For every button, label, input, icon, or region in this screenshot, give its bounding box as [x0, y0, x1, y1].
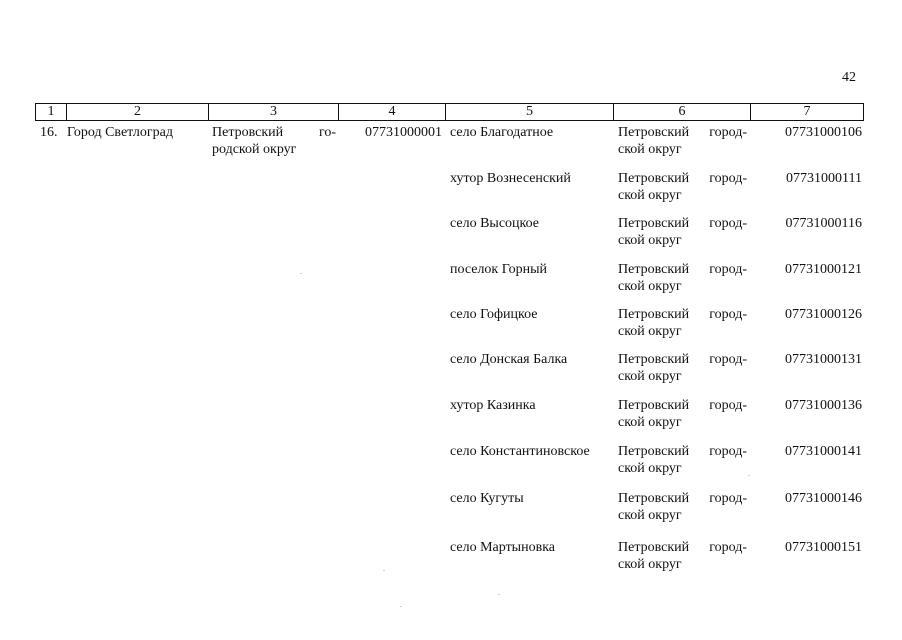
- city-district-part: Петровский: [212, 125, 284, 140]
- district-part: ской округ: [618, 557, 682, 572]
- district-part: город-: [709, 444, 747, 459]
- district-part: Петровский: [618, 540, 690, 555]
- city-name: Город Светлоград: [67, 125, 173, 140]
- header-cell-7: 7: [750, 104, 863, 120]
- settlement-code: 07731000136: [785, 398, 862, 413]
- header-cell-5: 5: [445, 104, 613, 120]
- district-part: Петровский: [618, 398, 690, 413]
- settlement-name: село Константиновское: [450, 444, 590, 459]
- scan-speck: [300, 273, 302, 274]
- city-district: [212, 124, 336, 158]
- district-part: город-: [709, 352, 747, 367]
- row-number: 16.: [40, 125, 58, 140]
- district-part: Петровский: [618, 216, 690, 231]
- settlement-district: [618, 539, 747, 573]
- settlement-district: [618, 170, 747, 204]
- table-header-row: [35, 103, 864, 121]
- city-district-part: родской округ: [212, 142, 297, 157]
- settlement-code: 07731000146: [785, 491, 862, 506]
- settlement-name: хутор Казинка: [450, 398, 536, 413]
- district-part: город-: [709, 125, 747, 140]
- settlement-code: 07731000116: [785, 216, 862, 231]
- district-part: Петровский: [618, 171, 690, 186]
- district-part: Петровский: [618, 125, 690, 140]
- settlement-district: [618, 397, 747, 431]
- scan-speck: [498, 594, 500, 595]
- settlement-code: 07731000131: [785, 352, 862, 367]
- district-part: ской округ: [618, 415, 682, 430]
- scan-speck: [383, 570, 385, 571]
- city-district-part: го-: [318, 125, 336, 140]
- settlement-name: хутор Вознесенский: [450, 171, 571, 186]
- header-cell-4: 4: [338, 104, 445, 120]
- page-number: 42: [842, 70, 856, 85]
- district-part: Петровский: [618, 491, 690, 506]
- settlement-district: [618, 215, 747, 249]
- district-part: город-: [709, 307, 747, 322]
- header-cell-2: 2: [66, 104, 208, 120]
- settlement-code: 07731000121: [785, 262, 862, 277]
- district-part: ской округ: [618, 279, 682, 294]
- settlement-district: [618, 490, 747, 524]
- settlement-name: село Высоцкое: [450, 216, 540, 231]
- district-part: ской округ: [618, 324, 682, 339]
- header-cell-3: 3: [208, 104, 338, 120]
- district-part: город-: [709, 171, 747, 186]
- settlement-name: село Кугуты: [450, 491, 524, 506]
- district-part: Петровский: [618, 444, 690, 459]
- district-part: ской округ: [618, 369, 682, 384]
- district-part: Петровский: [618, 352, 690, 367]
- settlement-district: [618, 261, 747, 295]
- settlement-code: 07731000126: [785, 307, 862, 322]
- settlement-name: село Благодатное: [450, 125, 554, 140]
- district-part: город-: [709, 262, 747, 277]
- settlement-name: село Мартыновка: [450, 540, 555, 555]
- settlement-district: [618, 306, 747, 340]
- scan-speck: [748, 475, 750, 476]
- header-cell-1: 1: [47, 104, 55, 119]
- settlement-name: поселок Горный: [450, 262, 547, 277]
- district-part: ской округ: [618, 188, 682, 203]
- district-part: ской округ: [618, 142, 682, 157]
- city-code: 07731000001: [365, 125, 442, 140]
- settlement-district: [618, 351, 747, 385]
- district-part: ской округ: [618, 233, 682, 248]
- district-part: город-: [709, 540, 747, 555]
- district-part: Петровский: [618, 307, 690, 322]
- scan-speck: [400, 606, 402, 607]
- settlement-code: 07731000151: [785, 540, 862, 555]
- district-part: город-: [709, 491, 747, 506]
- settlement-district: [618, 443, 747, 477]
- settlement-code: 07731000106: [785, 125, 862, 140]
- settlement-name: село Донская Балка: [450, 352, 568, 367]
- settlement-name: село Гофицкое: [450, 307, 538, 322]
- district-part: ской округ: [618, 461, 682, 476]
- district-part: Петровский: [618, 262, 690, 277]
- district-part: город-: [709, 398, 747, 413]
- settlement-code: 07731000141: [785, 444, 862, 459]
- settlement-district: [618, 124, 747, 158]
- header-cell-6: 6: [613, 104, 750, 120]
- district-part: город-: [709, 216, 747, 231]
- district-part: ской округ: [618, 508, 682, 523]
- settlement-code: 07731000111: [786, 171, 862, 186]
